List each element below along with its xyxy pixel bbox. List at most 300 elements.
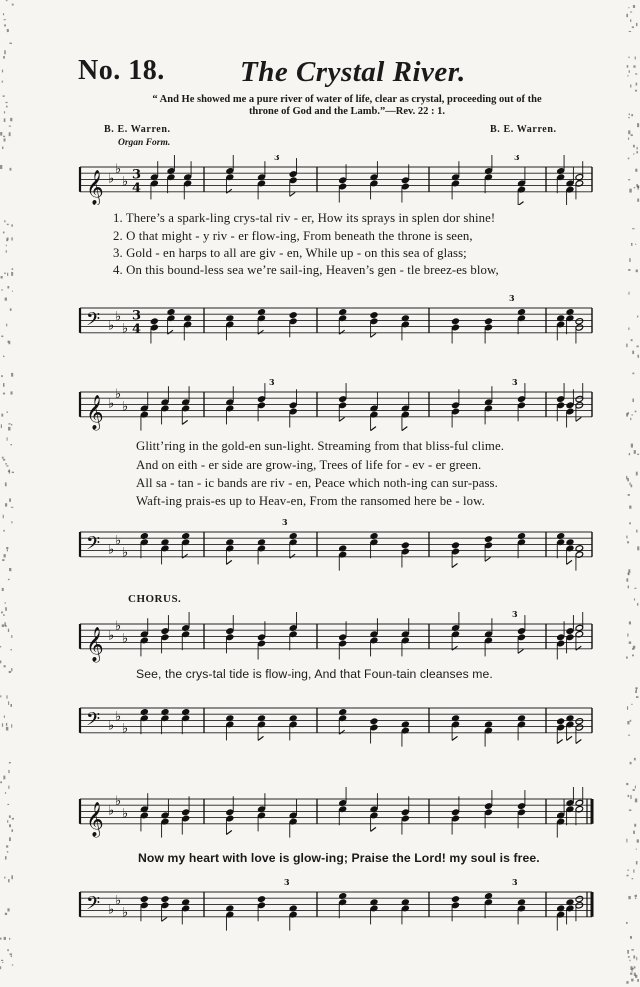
- noise-speck: [632, 373, 634, 375]
- noise-speck: [2, 147, 3, 149]
- verse-2-line-a: 2. O that might - y riv - er flow-ing, From beneath the throne is seen,: [113, 229, 473, 243]
- noise-speck: [633, 789, 635, 791]
- note-head: [289, 311, 298, 318]
- chorus-label: CHORUS.: [128, 593, 182, 605]
- treble-clef-icon: 𝄞: [86, 626, 104, 662]
- noise-speck: [11, 507, 13, 508]
- noise-speck: [627, 706, 628, 710]
- noise-speck: [8, 770, 9, 773]
- treble-clef-icon: 𝄞: [86, 169, 104, 205]
- noise-speck: [4, 138, 6, 141]
- noise-speck: [9, 671, 11, 673]
- noise-speck: [11, 875, 13, 879]
- noise-speck: [633, 5, 635, 8]
- noise-speck: [626, 783, 628, 785]
- noise-speck: [629, 641, 631, 643]
- note-flag: [576, 740, 581, 744]
- noise-speck: [631, 134, 633, 136]
- noise-speck: [635, 975, 637, 978]
- noise-speck: [633, 869, 634, 872]
- noise-speck: [634, 895, 636, 897]
- noise-speck: [635, 57, 636, 60]
- noise-speck: [5, 792, 6, 794]
- noise-speck: [9, 43, 11, 44]
- noise-speck: [0, 781, 2, 783]
- noise-speck: [3, 515, 4, 519]
- noise-speck: [9, 837, 11, 841]
- noise-speck: [627, 541, 629, 543]
- noise-speck: [4, 937, 6, 940]
- noise-speck: [8, 341, 10, 344]
- noise-speck: [637, 454, 639, 455]
- noise-speck: [8, 470, 10, 472]
- noise-speck: [12, 818, 14, 820]
- right-scan-noise: [626, 0, 640, 987]
- noise-speck: [12, 472, 14, 473]
- noise-speck: [2, 611, 3, 613]
- note-flag: [258, 330, 263, 334]
- noise-speck: [636, 849, 637, 850]
- noise-speck: [634, 598, 635, 600]
- noise-speck: [636, 696, 638, 698]
- noise-speck: [5, 856, 7, 859]
- noise-speck: [0, 646, 1, 648]
- flat-icon: ♭: [122, 806, 129, 822]
- noise-speck: [4, 118, 6, 122]
- note-head: [575, 895, 584, 902]
- noise-speck: [631, 949, 633, 950]
- noise-speck: [628, 956, 630, 958]
- note-head: [150, 318, 159, 325]
- flat-icon: ♭: [115, 533, 122, 549]
- noise-speck: [628, 269, 630, 271]
- noise-speck: [10, 704, 12, 707]
- noise-speck: [629, 258, 630, 262]
- noise-speck: [635, 687, 637, 689]
- flat-icon: ♭: [115, 309, 122, 325]
- noise-speck: [628, 158, 629, 160]
- noise-speck: [9, 126, 11, 127]
- flat-icon: ♭: [108, 171, 115, 187]
- noise-speck: [636, 83, 638, 86]
- noise-speck: [636, 957, 637, 961]
- chorus-line-1: See, the crys-tal tide is flow-ing, And that Foun-tain cleanses me.: [136, 667, 493, 681]
- noise-speck: [637, 603, 638, 606]
- system-1-bass-staff: [74, 290, 594, 350]
- noise-speck: [630, 19, 631, 22]
- noise-speck: [637, 199, 639, 202]
- noise-speck: [8, 423, 10, 424]
- note-flag: [402, 427, 407, 431]
- noise-speck: [5, 482, 7, 486]
- noise-speck: [630, 84, 631, 87]
- words-credit: B. E. Warren.: [104, 124, 171, 135]
- note-flag: [371, 333, 376, 337]
- noise-speck: [4, 24, 6, 26]
- flat-icon: ♭: [115, 893, 122, 909]
- noise-speck: [0, 660, 1, 663]
- flat-icon: ♭: [122, 631, 129, 647]
- noise-speck: [1, 960, 3, 961]
- note-flag: [182, 554, 187, 558]
- noise-speck: [5, 913, 7, 915]
- noise-speck: [627, 478, 629, 481]
- flat-icon: ♭: [108, 396, 115, 412]
- noise-speck: [636, 472, 638, 476]
- noise-speck: [10, 308, 12, 311]
- triplet-mark: 3: [512, 609, 518, 619]
- noise-speck: [12, 291, 13, 292]
- noise-speck: [8, 579, 10, 580]
- noise-speck: [626, 344, 627, 348]
- noise-speck: [4, 19, 6, 20]
- noise-speck: [626, 657, 628, 659]
- triplet-mark: 3: [274, 155, 280, 162]
- noise-speck: [628, 117, 629, 118]
- noise-speck: [6, 727, 8, 731]
- noise-speck: [635, 690, 637, 693]
- noise-speck: [637, 345, 639, 347]
- noise-speck: [2, 723, 3, 726]
- noise-speck: [633, 65, 635, 67]
- note-flag: [518, 202, 523, 205]
- noise-speck: [9, 762, 11, 763]
- noise-speck: [11, 724, 12, 727]
- noise-speck: [630, 482, 631, 485]
- time-signature-top: 3: [132, 308, 142, 324]
- noise-speck: [634, 966, 636, 968]
- noise-speck: [11, 635, 12, 638]
- noise-speck: [634, 758, 636, 761]
- treble-clef-icon: 𝄞: [86, 801, 104, 837]
- noise-speck: [635, 73, 637, 74]
- noise-speck: [630, 418, 631, 420]
- noise-speck: [1, 336, 3, 338]
- noise-speck: [2, 70, 3, 73]
- noise-speck: [630, 936, 632, 939]
- noise-speck: [11, 424, 12, 426]
- noise-speck: [0, 165, 2, 169]
- noise-speck: [627, 634, 628, 637]
- noise-speck: [5, 463, 7, 464]
- noise-speck: [7, 804, 9, 805]
- noise-speck: [636, 861, 638, 864]
- noise-speck: [634, 824, 636, 827]
- flat-icon: ♭: [122, 905, 129, 921]
- note-flag: [258, 736, 263, 740]
- flat-icon: ♭: [115, 387, 122, 403]
- scripture-line-2: throne of God and the Lamb.”—Rev. 22 : 1.: [248, 106, 446, 117]
- noise-speck: [629, 70, 630, 73]
- noise-speck: [628, 896, 630, 899]
- note-head: [401, 542, 410, 549]
- note-flag: [226, 560, 231, 564]
- noise-speck: [1, 289, 2, 291]
- flat-icon: ♭: [122, 174, 129, 190]
- noise-speck: [1, 276, 3, 278]
- triplet-mark: 3: [269, 378, 275, 387]
- noise-speck: [7, 820, 8, 823]
- note-flag: [168, 330, 173, 334]
- bass-clef-icon: 𝄢: [86, 893, 101, 919]
- noise-speck: [9, 824, 11, 827]
- noise-speck: [629, 113, 630, 115]
- note-head: [257, 895, 266, 902]
- note-flag: [182, 420, 187, 424]
- noise-speck: [628, 7, 629, 8]
- time-signature-bottom: 4: [132, 180, 142, 196]
- noise-speck: [5, 602, 6, 603]
- noise-speck: [11, 272, 13, 276]
- note-flag: [452, 646, 457, 650]
- noise-speck: [5, 503, 7, 506]
- noise-speck: [631, 484, 633, 487]
- noise-speck: [632, 228, 634, 229]
- noise-speck: [629, 506, 631, 509]
- noise-speck: [637, 546, 639, 550]
- noise-speck: [2, 588, 4, 591]
- noise-speck: [633, 153, 634, 154]
- noise-speck: [7, 224, 9, 225]
- noise-speck: [4, 220, 5, 222]
- noise-speck: [9, 938, 10, 940]
- noise-speck: [632, 648, 634, 650]
- noise-speck: [627, 875, 629, 877]
- noise-speck: [633, 831, 635, 834]
- verse-2-line-b: And on eith - er side are grow-ing, Trees of life for - ev - er green.: [136, 458, 482, 472]
- noise-speck: [630, 795, 631, 799]
- note-head: [140, 895, 149, 902]
- noise-speck: [9, 132, 11, 136]
- noise-speck: [7, 29, 9, 32]
- noise-speck: [3, 459, 5, 461]
- noise-speck: [632, 655, 634, 657]
- system-4-treble-staff: [74, 777, 594, 845]
- noise-speck: [11, 956, 12, 958]
- noise-speck: [629, 960, 630, 961]
- noise-speck: [628, 57, 629, 59]
- note-flag: [518, 649, 523, 653]
- noise-speck: [3, 393, 5, 394]
- noise-speck: [10, 391, 12, 394]
- noise-speck: [7, 949, 9, 951]
- noise-speck: [7, 411, 8, 412]
- noise-speck: [0, 938, 1, 940]
- noise-speck: [626, 578, 628, 581]
- noise-speck: [637, 316, 638, 318]
- noise-speck: [3, 95, 5, 96]
- noise-speck: [10, 649, 11, 650]
- noise-speck: [635, 169, 637, 172]
- flat-icon: ♭: [115, 162, 122, 178]
- noise-speck: [635, 798, 637, 802]
- noise-speck: [637, 123, 639, 127]
- note-head: [451, 542, 460, 549]
- flat-icon: ♭: [122, 721, 129, 737]
- noise-speck: [632, 26, 634, 28]
- noise-speck: [632, 399, 634, 402]
- note-flag: [290, 554, 295, 558]
- noise-speck: [7, 851, 8, 852]
- noise-speck: [628, 569, 630, 573]
- noise-speck: [8, 629, 9, 632]
- noise-speck: [629, 809, 631, 810]
- flat-icon: ♭: [122, 399, 129, 415]
- note-flag: [567, 736, 572, 740]
- note-flag: [576, 646, 581, 650]
- noise-speck: [626, 839, 627, 843]
- noise-speck: [5, 625, 7, 626]
- noise-speck: [628, 494, 630, 496]
- noise-speck: [7, 908, 9, 911]
- flat-icon: ♭: [115, 794, 122, 810]
- noise-speck: [631, 414, 633, 415]
- noise-speck: [3, 614, 5, 616]
- noise-speck: [5, 298, 7, 301]
- note-flag: [576, 417, 581, 421]
- verse-1-line-a: 1. There’s a spark-ling crys-tal riv - er, How its sprays in splen dor shine!: [113, 211, 496, 225]
- noise-speck: [6, 324, 7, 327]
- noise-speck: [632, 351, 634, 354]
- noise-speck: [9, 568, 11, 571]
- system-2-bass-staff: [74, 518, 594, 580]
- noise-speck: [6, 245, 7, 246]
- noise-speck: [3, 13, 4, 15]
- noise-speck: [637, 147, 638, 150]
- noise-speck: [628, 292, 629, 295]
- noise-speck: [0, 132, 2, 136]
- noise-speck: [636, 151, 638, 153]
- hymn-number: No. 18.: [78, 55, 165, 86]
- noise-speck: [3, 356, 4, 357]
- noise-speck: [628, 179, 630, 180]
- time-signature-bottom: 4: [132, 321, 142, 337]
- noise-speck: [4, 273, 5, 274]
- system-1-treble-staff: [74, 155, 594, 205]
- triplet-mark: 3: [509, 293, 515, 303]
- noise-speck: [635, 90, 637, 92]
- noise-speck: [2, 962, 3, 963]
- noise-speck: [8, 786, 9, 789]
- noise-speck: [6, 106, 8, 108]
- note-flag: [226, 831, 231, 835]
- noise-speck: [3, 776, 5, 780]
- noise-speck: [4, 877, 5, 879]
- bass-clef-icon: 𝄢: [86, 309, 101, 335]
- noise-speck: [3, 232, 5, 234]
- system-3-bass-staff: [74, 690, 594, 755]
- note-flag: [371, 427, 376, 431]
- noise-speck: [628, 138, 629, 140]
- noise-speck: [7, 437, 8, 440]
- noise-speck: [2, 559, 4, 561]
- verse-3-line-b: All sa - tan - ic bands are riv - en, Peace which noth-ing can sur-pass.: [136, 476, 498, 490]
- noise-speck: [4, 665, 6, 667]
- noise-speck: [627, 65, 629, 68]
- tempo-marking: Organ Form.: [118, 138, 171, 148]
- noise-speck: [12, 964, 13, 965]
- noise-speck: [6, 547, 8, 549]
- noise-speck: [628, 573, 630, 575]
- noise-speck: [2, 81, 3, 83]
- verse-3-line-a: 3. Gold - en harps to all are giv - en, While up - on this sea of glass;: [113, 246, 467, 260]
- noise-speck: [635, 411, 637, 413]
- noise-speck: [1, 414, 3, 417]
- note-head: [370, 311, 379, 318]
- noise-speck: [630, 11, 632, 12]
- noise-speck: [630, 720, 632, 722]
- noise-speck: [631, 114, 633, 116]
- noise-speck: [4, 111, 5, 113]
- noise-speck: [627, 75, 628, 76]
- noise-speck: [6, 845, 8, 847]
- note-flag: [339, 330, 344, 334]
- system-4-bass-staff: [74, 872, 594, 937]
- noise-speck: [635, 244, 636, 245]
- noise-speck: [2, 457, 4, 459]
- note-flag: [452, 564, 457, 568]
- noise-speck: [6, 250, 7, 252]
- noise-speck: [6, 0, 8, 1]
- noise-speck: [1, 375, 3, 377]
- noise-speck: [626, 14, 628, 17]
- noise-speck: [628, 586, 629, 589]
- noise-speck: [634, 450, 636, 454]
- noise-speck: [11, 521, 12, 523]
- scripture-line-1: “ And He showed me a pure river of water of life, clear as crystal, proceeding out of the: [152, 94, 542, 105]
- note-flag: [290, 192, 295, 196]
- noise-speck: [7, 286, 9, 288]
- flat-icon: ♭: [108, 803, 115, 819]
- noise-speck: [10, 953, 12, 955]
- note-head: [451, 318, 460, 325]
- note-head: [484, 318, 493, 325]
- noise-speck: [6, 723, 7, 726]
- noise-speck: [631, 979, 633, 982]
- note-flag: [226, 189, 231, 193]
- note-head: [575, 318, 584, 325]
- note-flag: [485, 557, 490, 561]
- note-flag: [567, 560, 572, 564]
- flat-icon: ♭: [108, 902, 115, 918]
- noise-speck: [626, 476, 627, 479]
- noise-speck: [11, 373, 13, 377]
- triplet-mark: 3: [284, 877, 290, 887]
- chorus-line-2: Now my heart with love is glow-ing; Praise the Lord! my soul is free.: [138, 851, 540, 865]
- noise-speck: [12, 268, 14, 270]
- flat-icon: ♭: [115, 619, 122, 635]
- treble-clef-icon: 𝄞: [86, 394, 104, 430]
- noise-speck: [626, 981, 628, 984]
- noise-speck: [3, 530, 5, 532]
- triplet-mark: 3: [512, 877, 518, 887]
- noise-speck: [0, 966, 1, 969]
- noise-speck: [10, 444, 12, 445]
- noise-speck: [629, 522, 631, 524]
- noise-speck: [628, 327, 629, 329]
- noise-speck: [627, 950, 629, 954]
- noise-speck: [6, 695, 7, 698]
- noise-speck: [636, 23, 637, 26]
- noise-speck: [11, 224, 13, 226]
- noise-speck: [3, 136, 5, 137]
- noise-speck: [7, 238, 9, 241]
- noise-speck: [636, 530, 637, 533]
- bass-clef-icon: 𝄢: [86, 533, 101, 559]
- flat-icon: ♭: [108, 542, 115, 558]
- noise-speck: [632, 968, 634, 970]
- noise-speck: [629, 453, 630, 455]
